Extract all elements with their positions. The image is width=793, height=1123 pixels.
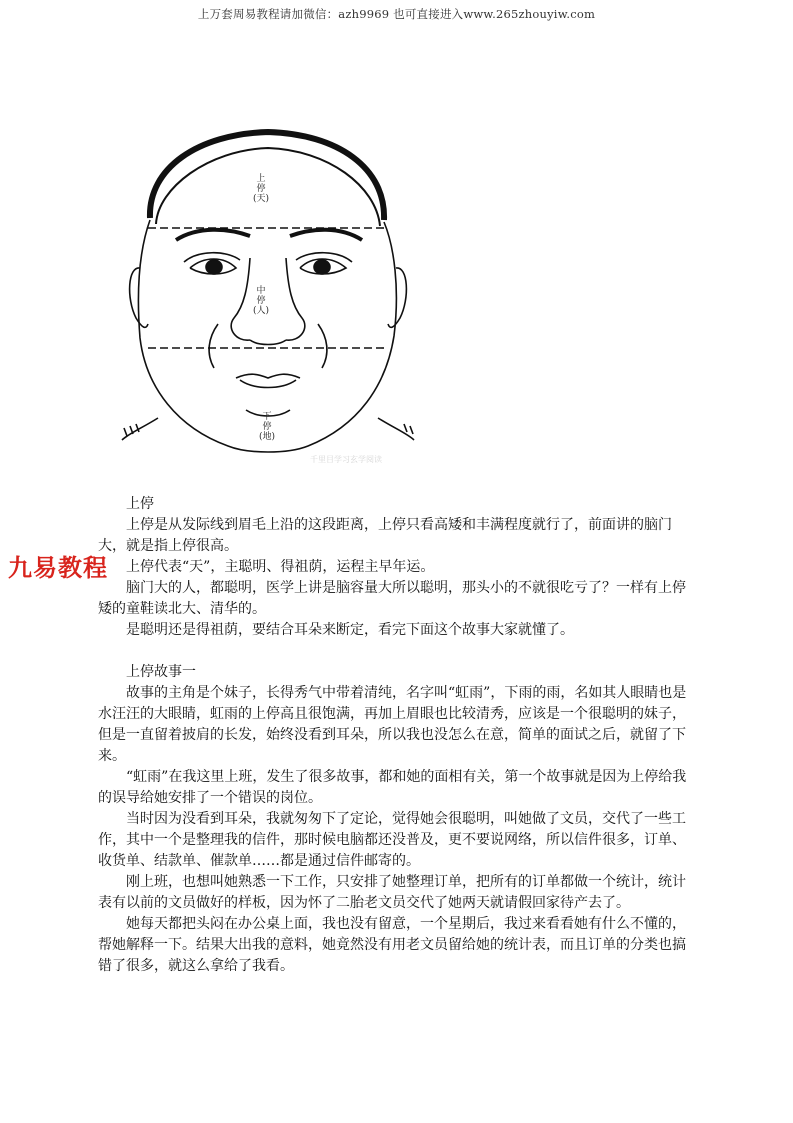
- image-watermark: 千里目学习玄学阅读: [310, 455, 382, 464]
- label-upper-stop: [253, 174, 269, 204]
- label-upper-char-3: (天): [253, 194, 270, 204]
- section-title-upper-stop: 上停: [126, 496, 154, 512]
- label-mid-char-1: 中: [256, 286, 266, 296]
- paragraph-2: 上停代表“天”，主聪明、得祖荫，运程主早年运。: [126, 559, 435, 575]
- paragraph-9: 她每天都把头闷在办公桌上面，我也没有留意，一个星期后，我过来看看她有什么不懂的，帮她解释一下。结果大出我的意料，她竟然没有用老文员留给她的统计表，而且订单的分类也搞错了很多，就这么拿给了我看。: [98, 916, 686, 974]
- paragraph-7: 当时因为没看到耳朵，我就匆匆下了定论，觉得她会很聪明，叫她做了文员，交代了一些工作，其中一个是整理我的信件，那时候电脑都还没普及，更不要说网络，所以信件很多，订单、收货单、结款单、催款单……都是通过信件邮寄的。: [98, 811, 686, 869]
- section-title-story-one: 上停故事一: [126, 664, 196, 680]
- page-header: 上万套周易教程请加微信：azh9969 也可直接进入www.265zhouyiw.com: [197, 7, 596, 21]
- label-mid-char-3: (人): [253, 306, 270, 316]
- label-low-char-3: (地): [259, 432, 276, 442]
- paragraph-6: “虹雨”在我这里上班，发生了很多故事，都和她的面相有关，第一个故事就是因为上停给我的误导给她安排了一个错误的岗位。: [98, 769, 687, 806]
- paragraph-8: 刚上班，也想叫她熟悉一下工作，只安排了她整理订单，把所有的订单都做一个统计，统计表有以前的文员做好的样板，因为怀了二胎老文员交代了她两天就请假回家待产去了。: [98, 874, 686, 911]
- label-low-char-1: 下: [262, 412, 272, 422]
- paragraph-4: 是聪明还是得祖荫，要结合耳朵来断定，看完下面这个故事大家就懂了。: [126, 622, 574, 638]
- label-mid-char-2: 停: [256, 296, 266, 306]
- paragraph-3: 脑门大的人，都聪明，医学上讲是脑容量大所以聪明，那头小的不就很吃亏了？一样有上停矮的童鞋读北大、清华的。: [98, 580, 686, 617]
- label-upper-char-1: 上: [256, 174, 266, 184]
- label-upper-char-2: 停: [256, 184, 266, 194]
- article-body: [98, 494, 698, 977]
- paragraph-1: 上停是从发际线到眉毛上沿的这段距离，上停只看高矮和丰满程度就行了，前面讲的脑门大，就是指上停很高。: [98, 517, 672, 554]
- paragraph-5: 故事的主角是个妹子，长得秀气中带着清纯，名字叫“虹雨”，下雨的雨，名如其人眼睛也是水汪汪的大眼睛，虹雨的上停高且很饱满，再加上眉眼也比较清秀，应该是一个很聪明的妹子，但是一直留着披肩的长发，始终没看到耳朵，所以我也没怎么在意，简单的面试之后，就留了下来。: [98, 685, 687, 764]
- label-middle-stop: [253, 286, 269, 316]
- label-lower-stop: [259, 412, 275, 442]
- brand-watermark: 九易教程: [8, 554, 108, 582]
- label-low-char-2: 停: [262, 422, 272, 432]
